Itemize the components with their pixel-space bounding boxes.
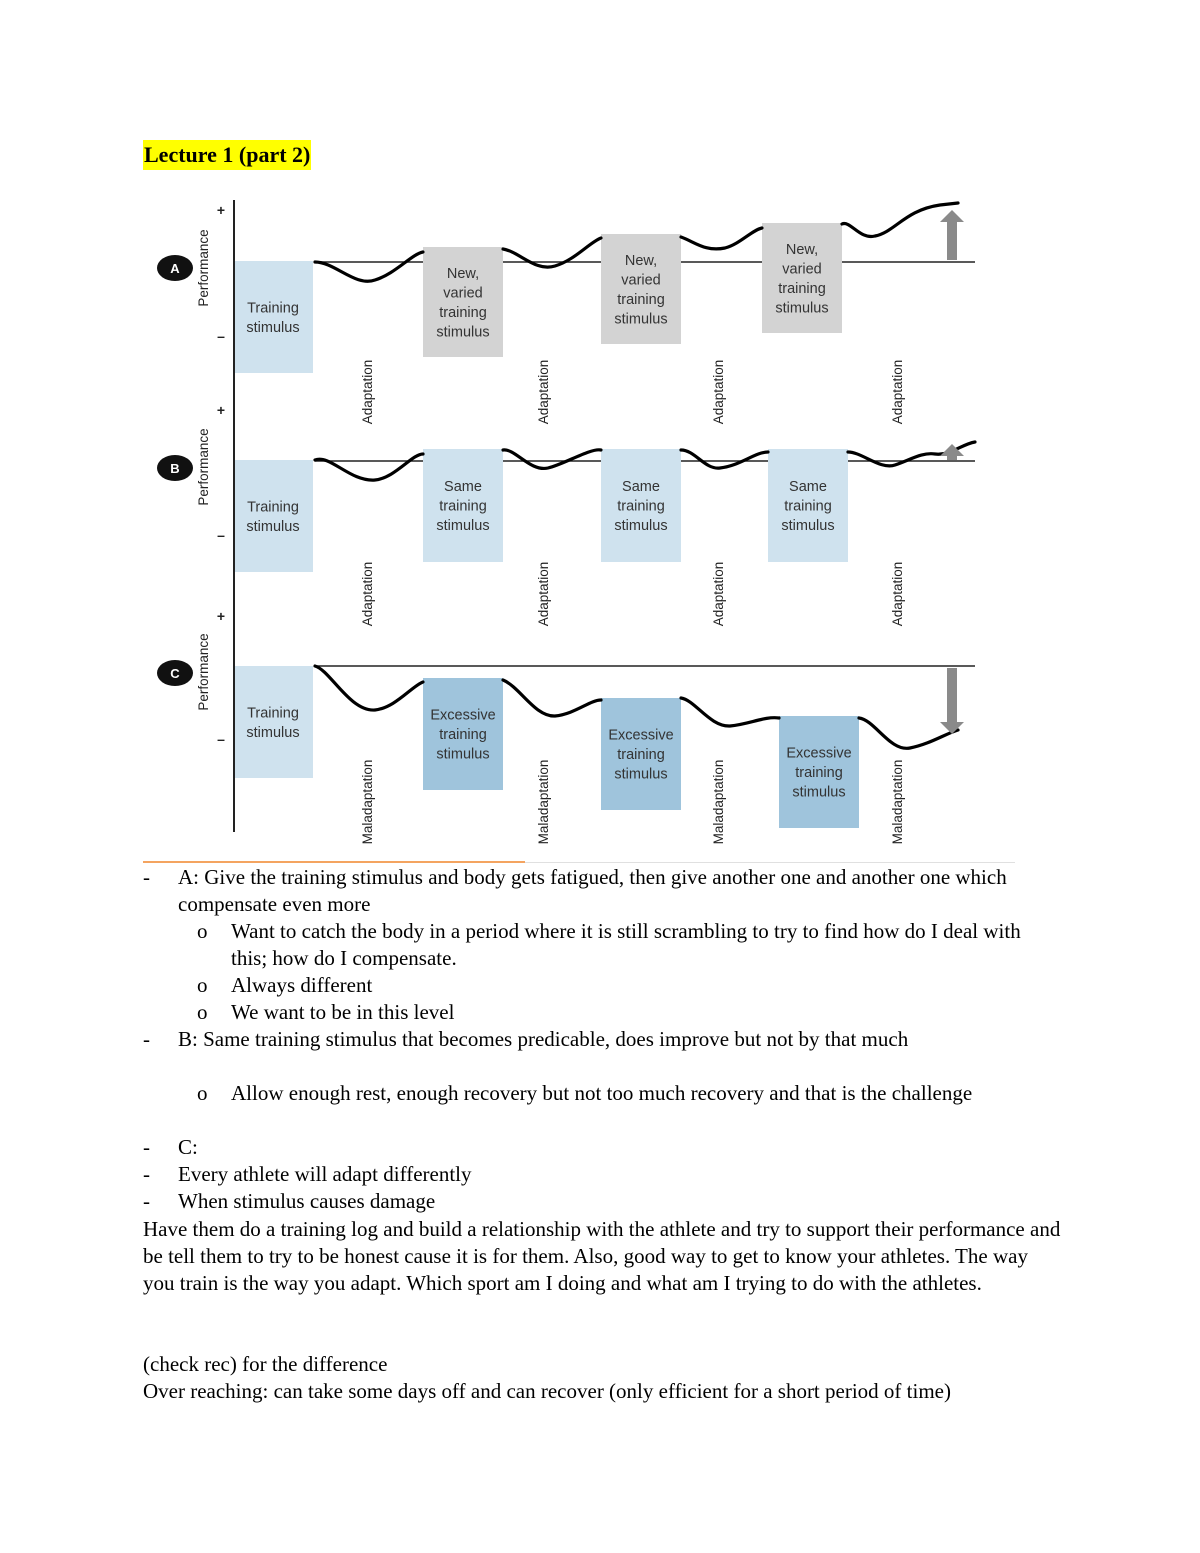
bullet-marker-circle: o <box>197 1000 208 1024</box>
list-item-text: B: Same training stimulus that becomes predicable, does improve but not by that much <box>178 1027 909 1051</box>
phase-label: Adaptation <box>711 561 726 627</box>
list-item-text: We want to be in this level <box>231 1000 455 1024</box>
training-adaptation-diagram <box>150 192 1000 872</box>
axis-plus-sign: + <box>216 202 226 218</box>
training-stimulus-box <box>235 460 313 572</box>
phase-label: Adaptation <box>890 561 905 627</box>
sub-list-item <box>0 918 1051 972</box>
stimulus-box-label: Same training stimulus <box>436 479 490 534</box>
bullet-marker-circle: o <box>197 973 208 997</box>
notes-paragraph-2 <box>143 1351 1083 1405</box>
list-item-text: Allow enough rest, enough recovery but not too much recovery and that is the challenge <box>231 1081 973 1105</box>
training-stimulus-label: Training stimulus <box>246 499 300 535</box>
divider-line <box>143 861 525 863</box>
axis-minus-sign: – <box>217 731 225 747</box>
training-stimulus-label: Training stimulus <box>246 705 300 741</box>
training-stimulus-label: Training stimulus <box>246 300 300 336</box>
panel-badge-letter: C <box>170 666 180 681</box>
list-item-text: Want to catch the body in a period where it is still scrambling to try to find how do I deal with this; how do I compensate. <box>231 919 1021 970</box>
page-title: Lecture 1 (part 2) <box>143 140 311 170</box>
phase-label: Adaptation <box>536 359 551 425</box>
phase-label: Maladaptation <box>711 759 726 845</box>
list-item <box>0 1134 1058 1161</box>
stimulus-box-label: Same training stimulus <box>614 479 668 534</box>
sub-list-item <box>0 972 1051 999</box>
stimulus-box-label: New, varied training stimulus <box>775 241 829 317</box>
divider-line-light <box>525 862 1015 863</box>
performance-axis-label: Performance <box>196 428 211 506</box>
stimulus-box-label: Same training stimulus <box>781 479 835 534</box>
note-line: (check rec) for the difference <box>143 1352 388 1376</box>
stimulus-box <box>601 234 681 344</box>
stimulus-box-label: Excessive training stimulus <box>608 727 674 783</box>
phase-label: Adaptation <box>536 561 551 627</box>
list-item <box>0 1188 1058 1215</box>
list-item-text: A: Give the training stimulus and body gets fatigued, then give another one and another one which compensate even more <box>178 865 1007 916</box>
sub-list-item <box>0 1080 1051 1107</box>
list-item-text: C: <box>178 1135 198 1159</box>
note-line: Over reaching: can take some days off and can recover (only efficient for a short period of time) <box>143 1379 951 1403</box>
panel-badge-letter: A <box>170 261 180 276</box>
bullet-marker-circle: o <box>197 1081 208 1105</box>
performance-axis-label: Performance <box>196 229 211 307</box>
phase-label: Adaptation <box>360 561 375 627</box>
axis-minus-sign: – <box>217 328 225 344</box>
bullet-marker-dash: - <box>143 865 150 889</box>
stimulus-box-label: New, varied training stimulus <box>614 252 668 328</box>
performance-axis-label: Performance <box>196 633 211 711</box>
list-item <box>0 1161 1058 1188</box>
panel-badge-letter: B <box>170 461 180 476</box>
arrow-up-icon <box>940 210 964 222</box>
sub-list-item <box>0 999 1051 1026</box>
bullet-marker-circle: o <box>197 919 208 943</box>
stimulus-box-label: New, varied training stimulus <box>436 265 490 341</box>
stimulus-box <box>423 247 503 357</box>
bullet-marker-dash: - <box>143 1162 150 1186</box>
arrow-shaft <box>947 668 957 724</box>
phase-label: Maladaptation <box>360 759 375 845</box>
phase-label: Adaptation <box>711 359 726 425</box>
list-item <box>0 864 1058 918</box>
stimulus-box <box>762 223 842 333</box>
phase-label: Maladaptation <box>536 759 551 845</box>
axis-plus-sign: + <box>216 608 226 624</box>
bullet-marker-dash: - <box>143 1135 150 1159</box>
phase-label: Adaptation <box>360 359 375 425</box>
training-stimulus-box <box>235 261 313 373</box>
arrow-shaft <box>947 220 957 260</box>
bullet-marker-dash: - <box>143 1027 150 1051</box>
phase-label: Adaptation <box>890 359 905 425</box>
axis-plus-sign: + <box>216 402 226 418</box>
list-item-text: When stimulus causes damage <box>178 1189 436 1213</box>
phase-label: Maladaptation <box>890 759 905 845</box>
bullet-marker-dash: - <box>143 1189 150 1213</box>
list-item-text: Every athlete will adapt differently <box>178 1162 472 1186</box>
axis-minus-sign: – <box>217 527 225 543</box>
arrow-down-icon <box>940 722 964 734</box>
stimulus-box-label: Excessive training stimulus <box>430 707 496 763</box>
list-item <box>0 1026 1058 1053</box>
stimulus-box-label: Excessive training stimulus <box>786 745 852 801</box>
notes-paragraph: Have them do a training log and build a relationship with the athlete and try to support their performance and be tell them to try to be honest cause it is for them. Also, good way to get to know your athletes. The way you train is the way you adapt. Which sport am I doing and what am I trying to do with the athletes. <box>143 1217 1061 1295</box>
training-stimulus-box <box>235 666 313 778</box>
list-item-text: Always different <box>231 973 373 997</box>
